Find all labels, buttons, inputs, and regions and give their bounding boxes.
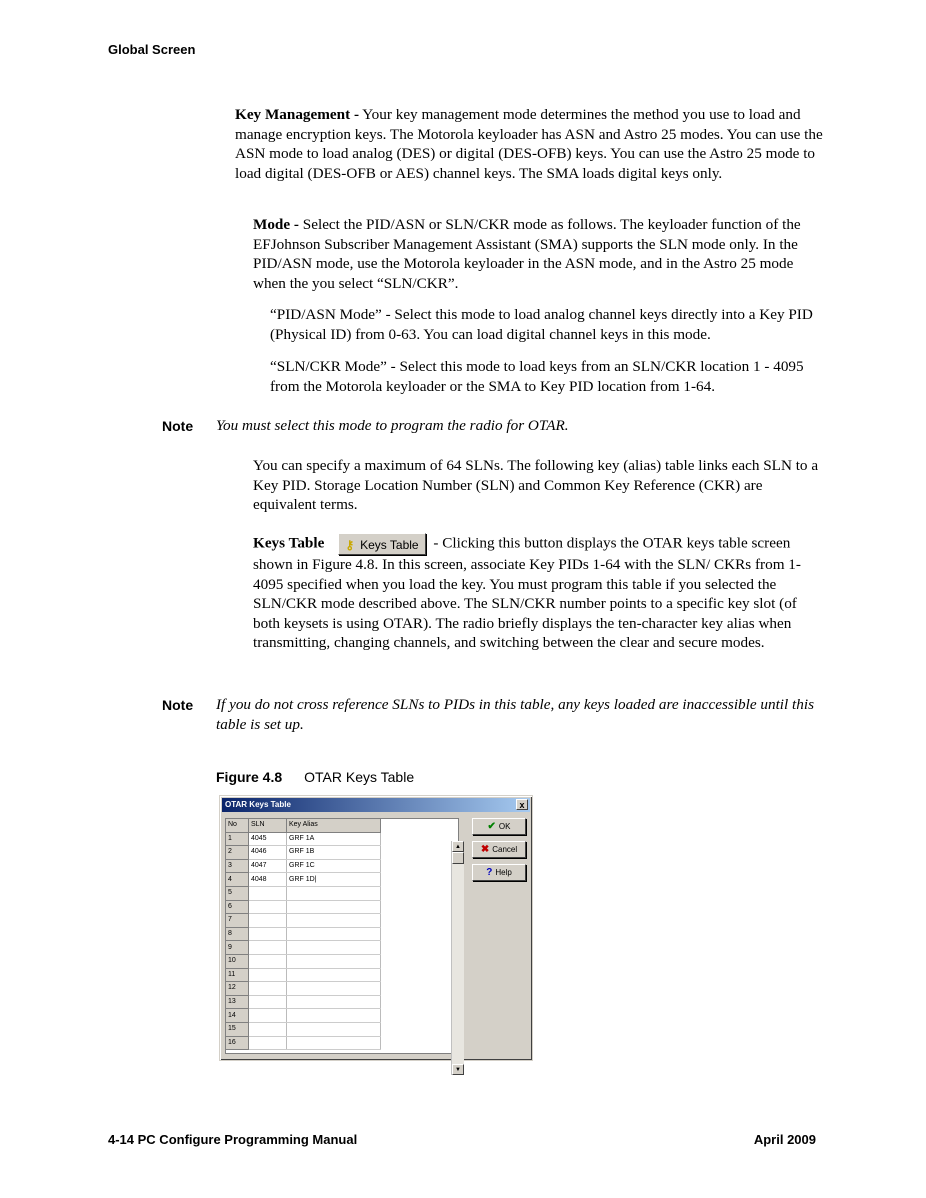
row-number-cell: 6	[226, 900, 249, 914]
key-alias-cell[interactable]: GRF 1B	[287, 846, 381, 860]
key-management-text: Your key management mode determines the method you use to load and manage encryption keys. The Motorola keyloader has ASN and Astro 25 modes. You can use the ASN mode to load analog (DES) or digital (DES-OFB) keys. You can use the Astro 25 mode to load digital (DES-OFB or AES) channel keys. The SMA loads digital keys only.	[235, 106, 823, 182]
row-number-cell: 7	[226, 914, 249, 928]
sln-cell[interactable]	[249, 968, 287, 982]
sln-cell[interactable]	[249, 900, 287, 914]
column-header-sln[interactable]: SLN	[249, 819, 287, 832]
scroll-thumb[interactable]	[452, 852, 464, 864]
key-management-term: Key Management -	[235, 106, 359, 123]
sln-cell[interactable]	[249, 1022, 287, 1036]
row-number-cell: 5	[226, 886, 249, 900]
key-alias-cell[interactable]	[287, 900, 381, 914]
sln-cell[interactable]: 4048	[249, 873, 287, 887]
key-management-paragraph	[235, 105, 825, 183]
key-alias-cell[interactable]	[287, 927, 381, 941]
key-alias-cell[interactable]	[287, 982, 381, 996]
sln-cell[interactable]: 4047	[249, 859, 287, 873]
sln-cell[interactable]	[249, 995, 287, 1009]
row-number-cell: 13	[226, 995, 249, 1009]
sln-cell[interactable]	[249, 954, 287, 968]
scroll-up-icon[interactable]: ▲	[452, 841, 464, 852]
table-row[interactable]	[226, 832, 381, 846]
sln-cell[interactable]	[249, 886, 287, 900]
note-label: Note	[162, 697, 194, 713]
keys-table-term: Keys Table	[253, 534, 325, 552]
sln-cell[interactable]: 4046	[249, 846, 287, 860]
table-row[interactable]	[226, 900, 381, 914]
key-alias-cell[interactable]	[287, 995, 381, 1009]
sln-paragraph: You can specify a maximum of 64 SLNs. The following key (alias) table links each SLN to a Key PID. Storage Location Number (SLN) and Common Key Reference (CKR) are equivalent terms.	[253, 457, 819, 514]
checkmark-icon: ✔	[487, 821, 496, 832]
note-text: You must select this mode to program the radio for OTAR.	[216, 417, 569, 434]
table-row[interactable]	[226, 927, 381, 941]
key-alias-cell[interactable]	[287, 1009, 381, 1023]
keys-table-text: - Clicking this button displays the OTAR keys table screen shown in Figure 4.8. In this screen, associate Key PIDs 1-64 with the SLN/ CKRs from 1-4095 specified when you load the key. You must program this table if you selected the SLN/CKR mode described above. The SLN/CKR number points to a specific key slot (of both keysets is using OTAR). The radio briefly displays the ten-character key alias when transmitting, changing channels, and switching between the clear and secure modes.	[253, 534, 801, 652]
table-row[interactable]	[226, 982, 381, 996]
close-icon: x	[519, 800, 525, 810]
sln-cell[interactable]	[249, 1036, 287, 1050]
vertical-scrollbar[interactable]	[451, 841, 464, 1075]
column-header-no[interactable]: No	[226, 819, 249, 832]
sln-cell[interactable]	[249, 941, 287, 955]
key-alias-cell[interactable]	[287, 886, 381, 900]
sln-cell[interactable]	[249, 927, 287, 941]
figure-caption	[216, 769, 414, 785]
cancel-button[interactable]	[472, 841, 526, 858]
table-row[interactable]	[226, 968, 381, 982]
row-number-cell: 11	[226, 968, 249, 982]
table-row[interactable]	[226, 914, 381, 928]
keys-grid[interactable]	[225, 818, 461, 1073]
sln-cell[interactable]	[249, 1009, 287, 1023]
key-alias-cell[interactable]	[287, 914, 381, 928]
table-row[interactable]	[226, 941, 381, 955]
sln-cell[interactable]	[249, 982, 287, 996]
row-number-cell: 10	[226, 954, 249, 968]
mode-text: Select the PID/ASN or SLN/CKR mode as follows. The keyloader function of the EFJohnson Subscriber Management Assistant (SMA) supports the SLN mode only. In the PID/ASN mode, use the Motorola keyloader in the ASN mode, and in the Astro 25 mode when the you select “SLN/CKR”.	[253, 216, 801, 292]
key-alias-cell[interactable]: GRF 1A	[287, 832, 381, 846]
table-row[interactable]	[226, 846, 381, 860]
help-label: Help	[495, 868, 512, 877]
key-alias-cell[interactable]	[287, 1022, 381, 1036]
sln-cell[interactable]: 4045	[249, 832, 287, 846]
key-alias-cell[interactable]	[287, 968, 381, 982]
row-number-cell: 8	[226, 927, 249, 941]
sln-ckr-paragraph: “SLN/CKR Mode” - Select this mode to load keys from an SLN/CKR location 1 - 4095 from the Motorola keyloader or the SMA to Key PID location from 1-64.	[270, 358, 804, 395]
row-number-cell: 2	[226, 846, 249, 860]
row-number-cell: 16	[226, 1036, 249, 1050]
table-row[interactable]	[226, 1009, 381, 1023]
keys-table-button-label: Keys Table	[360, 538, 419, 552]
close-button[interactable]	[516, 799, 528, 810]
note-label: Note	[162, 418, 194, 434]
key-alias-cell[interactable]: GRF 1C	[287, 859, 381, 873]
table-row[interactable]	[226, 995, 381, 1009]
table-row[interactable]	[226, 859, 381, 873]
key-alias-cell[interactable]	[287, 954, 381, 968]
column-header-key-alias[interactable]: Key Alias	[287, 819, 381, 832]
table-row[interactable]	[226, 873, 381, 887]
dialog-title: OTAR Keys Table	[225, 800, 291, 809]
keys-table-paragraph	[253, 533, 825, 653]
table-row[interactable]	[226, 954, 381, 968]
figure-title: OTAR Keys Table	[304, 769, 415, 785]
footer-right: April 2009	[753, 1132, 816, 1147]
dialog-titlebar	[222, 798, 530, 812]
row-number-cell: 1	[226, 832, 249, 846]
ok-label: OK	[498, 822, 511, 831]
row-number-cell: 12	[226, 982, 249, 996]
scroll-down-icon[interactable]: ▼	[452, 1064, 464, 1075]
note-text: If you do not cross reference SLNs to PIDs in this table, any keys loaded are inaccessible until this table is set up.	[216, 696, 814, 733]
ok-button[interactable]	[472, 818, 526, 835]
otar-keys-dialog	[219, 795, 533, 1073]
keys-table-button[interactable]	[338, 533, 425, 555]
mode-term: Mode -	[253, 216, 299, 233]
row-number-cell: 15	[226, 1022, 249, 1036]
footer-left: 4-14 PC Configure Programming Manual	[108, 1132, 358, 1147]
keys-table	[226, 819, 381, 1050]
key-alias-cell[interactable]	[287, 1036, 381, 1050]
table-header-row	[226, 819, 381, 832]
mode-paragraph	[253, 215, 825, 293]
key-alias-cell[interactable]: GRF 1D|	[287, 873, 381, 887]
row-number-cell: 3	[226, 859, 249, 873]
cross-icon: ✖	[480, 844, 490, 855]
table-row[interactable]	[226, 1022, 381, 1036]
cancel-label: Cancel	[492, 845, 518, 854]
row-number-cell: 4	[226, 873, 249, 887]
pid-asn-paragraph: “PID/ASN Mode” - Select this mode to load analog channel keys directly into a Key PID (Physical ID) from 0-63. You can load digital channel keys in this mode.	[270, 306, 813, 343]
key-alias-cell[interactable]	[287, 941, 381, 955]
figure-number: Figure 4.8	[216, 769, 283, 785]
table-row[interactable]	[226, 886, 381, 900]
table-row[interactable]	[226, 1036, 381, 1050]
page-header: Global Screen	[108, 42, 196, 57]
row-number-cell: 9	[226, 941, 249, 955]
row-number-cell: 14	[226, 1009, 249, 1023]
help-button[interactable]	[472, 864, 526, 881]
question-icon: ?	[486, 867, 493, 878]
sln-cell[interactable]	[249, 914, 287, 928]
key-icon: ⚷	[345, 538, 355, 552]
